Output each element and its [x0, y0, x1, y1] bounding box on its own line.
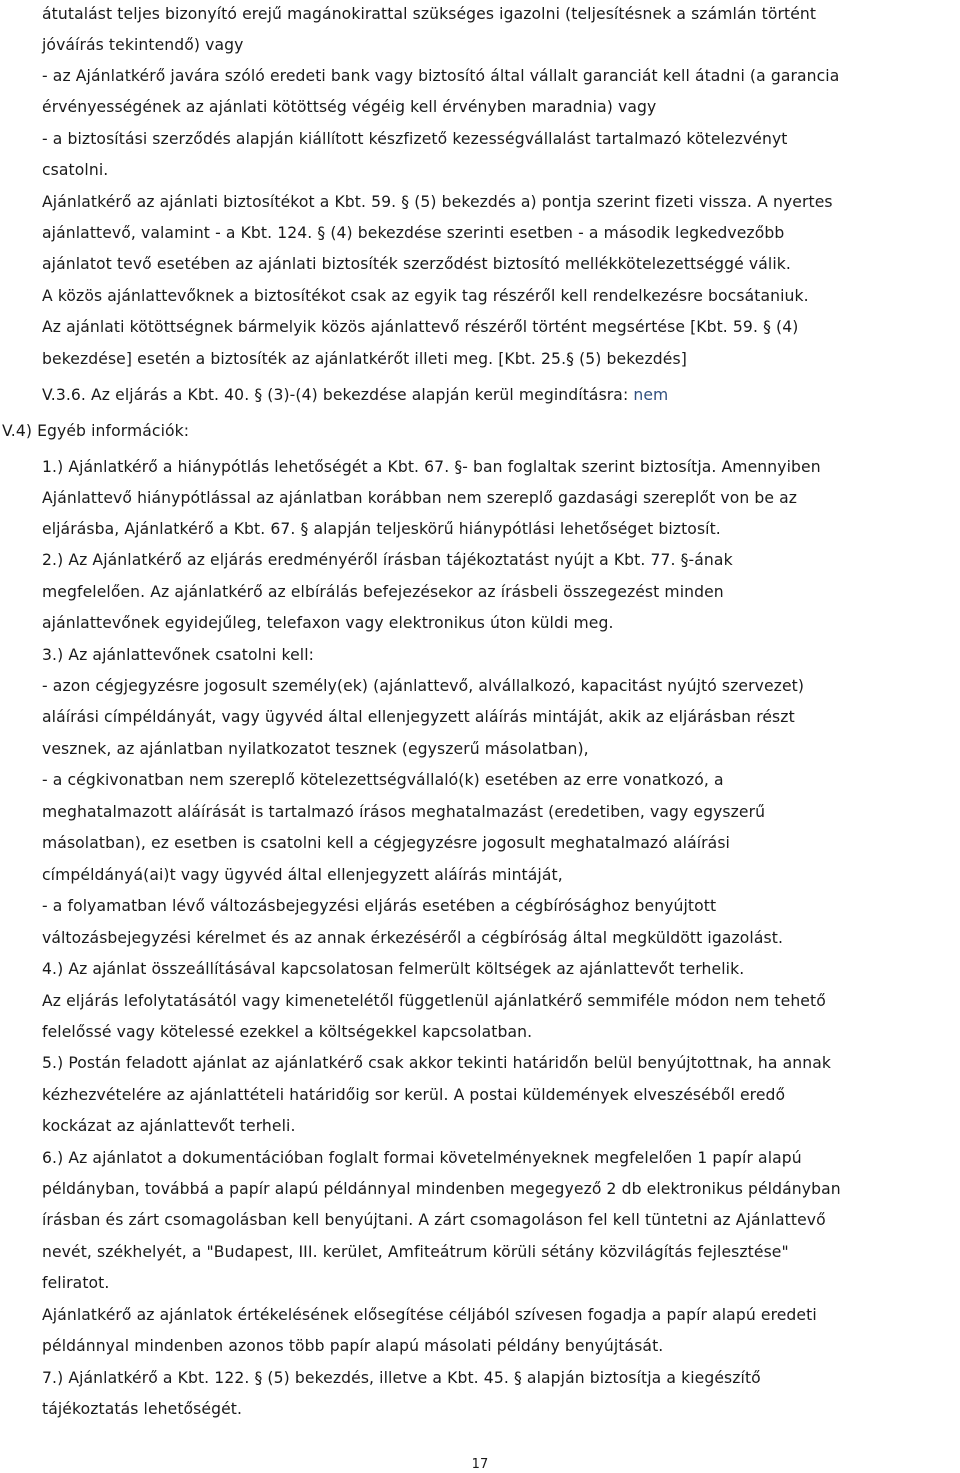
info-line: 4.) Az ajánlat összeállításával kapcsolatosan felmerült költségek az ajánlattevőt terhelik. — [42, 960, 745, 978]
info-line: tájékoztatás lehetőségét. — [42, 1400, 243, 1418]
info-line: meghatalmazott aláírását is tartalmazó írásos meghatalmazást (eredetiben, vagy egyszerű — [42, 803, 766, 821]
info-line: Az eljárás lefolytatásától vagy kimenetelétől függetlenül ajánlatkérő semmiféle módon nem tehető — [42, 992, 826, 1010]
info-line: kézhezvételére az ajánlattételi határidőig sor kerül. A postai küldemények elveszéséből eredő — [42, 1086, 786, 1104]
info-line: ajánlattevőnek egyidejűleg, telefaxon vagy elektronikus úton küldi meg. — [42, 614, 614, 632]
info-line: feliratot. — [42, 1274, 110, 1292]
info-line: példánnyal mindenben azonos több papír alapú másolati példány benyújtását. — [42, 1337, 664, 1355]
text-line: ajánlatot tevő esetében az ajánlati biztosíték szerződést biztosító mellékkötelezettséggé válik. — [42, 255, 791, 273]
info-line: felelőssé vagy kötelessé ezekkel a költségekkel kapcsolatban. — [42, 1023, 533, 1041]
section-heading: V.4) Egyéb információk: — [2, 422, 190, 440]
text-line: érvényességének az ajánlati kötöttség végéig kell érvényben maradnia) vagy — [42, 98, 657, 116]
info-line: 1.) Ajánlatkérő a hiánypótlás lehetőségét a Kbt. 67. §- ban foglaltak szerint biztosítja. Amennyiben — [42, 458, 821, 476]
info-line: címpéldányá(ai)t vagy ügyvéd által ellenjegyzett aláírás mintáját, — [42, 866, 563, 884]
info-line: 3.) Az ajánlattevőnek csatolni kell: — [42, 646, 314, 664]
info-line: - a folyamatban lévő változásbejegyzési eljárás esetében a cégbírósághoz benyújtott — [42, 897, 717, 915]
info-line: 5.) Postán feladott ajánlat az ajánlatkérő csak akkor tekinti határidőn belül benyújtottnak, ha annak — [42, 1054, 832, 1072]
info-line: 6.) Az ajánlatot a dokumentációban foglalt formai követelményeknek megfelelően 1 papír alapú — [42, 1149, 802, 1167]
info-line: másolatban), ez esetben is csatolni kell a cégjegyzésre jogosult meghatalmazó aláírási — [42, 834, 730, 852]
info-line: változásbejegyzési kérelmet és az annak érkezéséről a cégbíróság által megküldött igazolást. — [42, 929, 784, 947]
text-line: ajánlattevő, valamint - a Kbt. 124. § (4) bekezdése szerinti esetben - a második legkedvezőbb — [42, 224, 785, 242]
info-line: kockázat az ajánlattevőt terheli. — [42, 1117, 296, 1135]
text-line: Ajánlatkérő az ajánlati biztosítékot a Kbt. 59. § (5) bekezdés a) pontja szerint fizeti vissza. A nyertes — [42, 193, 833, 211]
info-line: vesznek, az ajánlatban nyilatkozatot tesznek (egyszerű másolatban), — [42, 740, 589, 758]
info-line: megfelelően. Az ajánlatkérő az elbírálás befejezésekor az írásbeli összegezést minden — [42, 583, 724, 601]
text-line: Az ajánlati kötöttségnek bármelyik közös ajánlattevő részéről történt megsértése [Kbt. 59. § (4) — [42, 318, 799, 336]
info-line: eljárásba, Ajánlatkérő a Kbt. 67. § alapján teljeskörű hiánypótlási lehetőséget biztosít. — [42, 520, 721, 538]
procedure-line — [42, 385, 668, 405]
info-line: 2.) Az Ajánlatkérő az eljárás eredményéről írásban tájékoztatást nyújt a Kbt. 77. §-ának — [42, 551, 733, 569]
text-line: átutalást teljes bizonyító erejű magánokirattal szükséges igazolni (teljesítésnek a számlán történt — [42, 5, 817, 23]
info-line: Ajánlattevő hiánypótlással az ajánlatban korábban nem szereplő gazdasági szereplőt von be az — [42, 489, 798, 507]
info-line: Ajánlatkérő az ajánlatok értékelésének elősegítése céljából szívesen fogadja a papír alapú eredeti — [42, 1306, 817, 1324]
info-line: 7.) Ajánlatkérő a Kbt. 122. § (5) bekezdés, illetve a Kbt. 45. § alapján biztosítja a kiegészítő — [42, 1369, 761, 1387]
info-line: példányban, továbbá a papír alapú példánnyal mindenben megegyező 2 db elektronikus példányban — [42, 1180, 841, 1198]
text-line: - a biztosítási szerződés alapján kiállított készfizető kezességvállalást tartalmazó kötelezvényt — [42, 130, 788, 148]
text-line: - az Ajánlatkérő javára szóló eredeti bank vagy biztosító által vállalt garanciát kell átadni (a garancia — [42, 67, 840, 85]
text-line: csatolni. — [42, 161, 109, 179]
info-line: - a cégkivonatban nem szereplő kötelezettségvállaló(k) esetében az erre vonatkozó, a — [42, 771, 724, 789]
procedure-label: V.3.6. Az eljárás a Kbt. 40. § (3)-(4) bekezdése alapján kerül megindításra: — [42, 386, 629, 404]
text-line: A közös ajánlattevőknek a biztosítékot csak az egyik tag részéről kell rendelkezésre bocsátaniuk. — [42, 287, 809, 305]
text-line: bekezdése] esetén a biztosíték az ajánlatkérőt illeti meg. [Kbt. 25.§ (5) bekezdés] — [42, 350, 687, 368]
info-line: - azon cégjegyzésre jogosult személy(ek) (ajánlattevő, alvállalkozó, kapacitást nyújtó szervezet) — [42, 677, 805, 695]
text-line: jóváírás tekintendő) vagy — [42, 36, 244, 54]
info-line: nevét, székhelyét, a "Budapest, III. kerület, Amfiteátrum körüli sétány közvilágítás fejlesztése" — [42, 1243, 789, 1261]
page-number: 17 — [471, 1457, 489, 1472]
procedure-value: nem — [633, 386, 669, 404]
info-line: írásban és zárt csomagolásban kell benyújtani. A zárt csomagoláson fel kell tüntetni az Ajánlattevő — [42, 1211, 826, 1229]
info-line: aláírási címpéldányát, vagy ügyvéd által ellenjegyzett aláírás mintáját, akik az eljárásban részt — [42, 708, 795, 726]
